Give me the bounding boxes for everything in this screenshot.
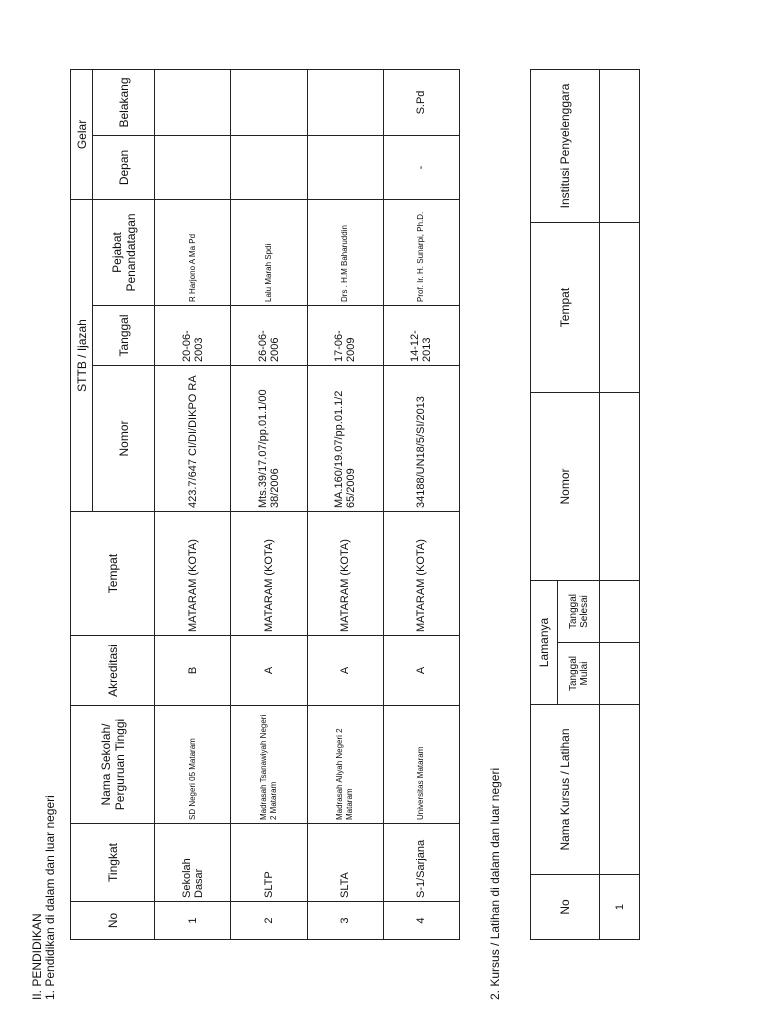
row-nama-kursus [600,705,640,875]
row-tempat: MATARAM (KOTA) [383,512,459,636]
rotated-document [30,40,660,1000]
header-akreditasi: Akreditasi [71,636,155,706]
row-belakang: S.Pd [383,69,459,135]
row-nomor [600,393,640,581]
row-tempat: MATARAM (KOTA) [307,512,383,636]
row-depan: - [383,135,459,199]
header-tingkat: Tingkat [71,824,155,902]
header-tempat: Tempat [531,223,600,393]
section-title: II. PENDIDIKAN [30,913,44,1000]
table-row [600,70,640,940]
header-depan: Depan [93,135,155,199]
header-nomor: Nomor [93,366,155,512]
row-nomor: 34188/UN18/5/SI/2013 [383,366,459,512]
header-tanggal-selesai: Tanggal Selesai [558,581,600,643]
header-sttb: STTB / Ijazah [71,199,93,511]
header-belakang: Belakang [93,69,155,135]
table-row [155,69,231,939]
row-institusi [600,70,640,223]
row-tanggal: 26-06-2006 [231,306,307,366]
row-tanggal: 17-06-2009 [307,306,383,366]
table-row [231,69,307,939]
row-tanggal-selesai [600,581,640,643]
row-tingkat: SLTA [307,824,383,902]
header-tempat: Tempat [71,512,155,636]
row-tanggal-mulai [600,643,640,705]
subsection-2-title: 2. Kursus / Latihan di dalam dan luar negeri [488,767,502,1000]
row-pejabat: Lalu Marah Spdi [231,199,307,305]
row-belakang [155,69,231,135]
header-gelar: Gelar [71,69,93,199]
subsection-1-title: 1. Pendidikan di dalam dan luar negeri [43,795,57,1000]
header-tanggal: Tanggal [93,306,155,366]
row-nomor: MA.160/19.07/pp.01.1/2 65/2009 [307,366,383,512]
row-depan [155,135,231,199]
row-depan [231,135,307,199]
row-akreditasi: A [231,636,307,706]
row-akreditasi: B [155,636,231,706]
row-no: 2 [231,902,307,940]
row-belakang [307,69,383,135]
row-tempat: MATARAM (KOTA) [155,512,231,636]
row-nomor: 423.7/647 CI/DI/DIKPO RA [155,366,231,512]
row-nama-sekolah: Madrasah Tsanawiyah Negeri 2 Mataram [231,706,307,824]
course-table [530,69,640,940]
row-no: 3 [307,902,383,940]
row-no: 4 [383,902,459,940]
education-table [70,69,460,940]
header-no: No [531,875,600,940]
row-tanggal: 20-06-2003 [155,306,231,366]
row-no: 1 [155,902,231,940]
header-tanggal-mulai: Tanggal Mulai [558,643,600,705]
row-tempat: MATARAM (KOTA) [231,512,307,636]
row-tempat [600,223,640,393]
row-pejabat: Drs . H.M Baharuddin [307,199,383,305]
header-nama-kursus: Nama Kursus / Latihan [531,705,600,875]
header-nomor: Nomor [531,393,600,581]
table-row [383,69,459,939]
row-tingkat: Sekolah Dasar [155,824,231,902]
header-no: No [71,902,155,940]
header-pejabat: Pejabat Penandatagan [93,199,155,305]
table-row [307,69,383,939]
row-belakang [231,69,307,135]
row-nama-sekolah: SD Negeri 05 Mataram [155,706,231,824]
row-depan [307,135,383,199]
row-akreditasi: A [383,636,459,706]
row-nomor: Mts.39/17.07/pp.01.1/00 38/2006 [231,366,307,512]
row-pejabat: R Harjono A Ma Pd [155,199,231,305]
row-tingkat: SLTP [231,824,307,902]
row-akreditasi: A [307,636,383,706]
row-nama-sekolah: Universitas Mataram [383,706,459,824]
row-tanggal: 14-12-2013 [383,306,459,366]
header-nama-sekolah: Nama Sekolah/ Perguruan Tinggi [71,706,155,824]
header-institusi: Institusi Penyelenggara [531,70,600,223]
row-no: 1 [600,875,640,940]
row-tingkat: S-1/Sarjana [383,824,459,902]
header-lamanya: Lamanya [531,581,558,705]
row-nama-sekolah: Madrasah Aliyah Negeri 2 Mataram [307,706,383,824]
row-pejabat: Prof. Ir. H. Sunarpi, Ph.D. [383,199,459,305]
